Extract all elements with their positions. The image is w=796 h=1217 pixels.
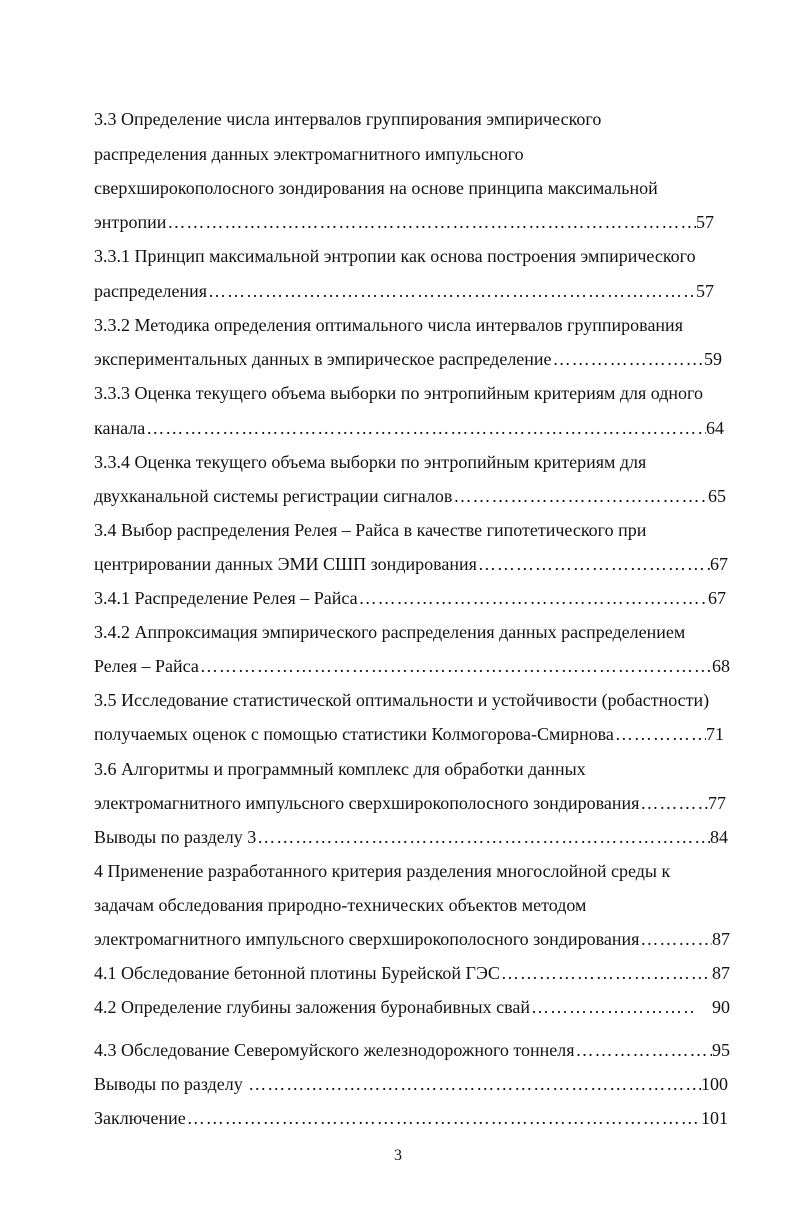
toc-page-number: 57 (696, 212, 714, 232)
toc-entry-text: 4.1 Обследование бетонной плотины Бурейской ГЭС (94, 963, 500, 983)
toc-entry-text: распределения (94, 281, 208, 301)
toc-entry-text: 4.2 Определение глубины заложения буронабивных свай (94, 997, 530, 1017)
toc-page-number: 101 (701, 1108, 728, 1128)
toc-entry-text: получаемых оценок с помощью статистики Колмогорова-Смирнова (94, 724, 614, 744)
toc-entry-4-3-page-line[interactable] (94, 1039, 730, 1061)
toc-page-number: 65 (708, 486, 726, 506)
dot-leader (145, 417, 706, 439)
toc-page-number: 57 (696, 281, 714, 301)
dot-leader (639, 928, 712, 950)
toc-entry-text: канала (94, 418, 146, 438)
toc-entry-3-3-4-page-line[interactable] (94, 485, 726, 507)
toc-page-number: 87 (712, 963, 730, 983)
dot-leader (500, 962, 712, 984)
toc-entry-3-6-page-line[interactable] (94, 792, 726, 814)
toc-entry-3-3-1-line-1: 3.3.1 Принцип максимальной энтропии как основа построения эмпирического (94, 246, 696, 266)
dot-leader (639, 792, 708, 814)
toc-entry-text: 4.3 Обследование Северомуйского железнодорожного тоннеля (94, 1040, 575, 1060)
dot-leader (199, 655, 712, 677)
toc-entry-4-line-2: задачам обследования природно-технических объектов методом (94, 895, 587, 915)
dot-leader (207, 280, 696, 302)
toc-entry-3-5-page-line[interactable] (94, 723, 724, 745)
toc-entry-3-4-page-line[interactable] (94, 553, 728, 575)
toc-page-number: 95 (712, 1040, 730, 1060)
toc-entry-3-6-line-1: 3.6 Алгоритмы и программный комплекс для обработки данных (94, 759, 586, 779)
toc-entry-3-3-line-1: 3.3 Определение числа интервалов группирования эмпирического (94, 109, 602, 129)
toc-entry-text: двухканальной системы регистрации сигналов (94, 486, 453, 506)
toc-entry-conclusions-page-line[interactable] (94, 1073, 728, 1095)
toc-entry-3-4-1-page-line[interactable] (94, 587, 726, 609)
toc-page-number: 87 (712, 929, 730, 949)
toc-page-number: 100 (701, 1074, 728, 1094)
toc-entry-4-line-1: 4 Применение разработанного критерия разделения многослойной среды к (94, 861, 671, 881)
toc-entry-3-4-2-line-1: 3.4.2 Аппроксимация эмпирического распределения данных распределением (94, 622, 686, 642)
dot-leader (256, 826, 710, 848)
dot-leader (358, 587, 708, 609)
toc-entry-conclusion-final-page-line[interactable] (94, 1107, 728, 1129)
toc-entry-conclusions-3-page-line[interactable] (94, 826, 728, 848)
toc-entry-text: электромагнитного импульсного сверхширокополосного зондирования (94, 793, 640, 813)
dot-leader (614, 723, 706, 745)
toc-entry-text: Заключение (94, 1108, 186, 1128)
toc-page-number: 67 (708, 588, 726, 608)
toc-entry-3-3-3-line-1: 3.3.3 Оценка текущего объема выборки по энтропийным критериям для одного (94, 383, 703, 403)
toc-page-number: 71 (706, 724, 724, 744)
dot-leader (477, 553, 710, 575)
dot-leader (452, 485, 708, 507)
toc-entry-3-5-line-1: 3.5 Исследование статистической оптимальности и устойчивости (робастности) (94, 690, 710, 710)
toc-entry-3-3-line-2: распределения данных электромагнитного импульсного (94, 144, 524, 164)
dot-leader (247, 1073, 701, 1095)
toc-entry-3-3-3-page-line[interactable] (94, 417, 724, 439)
page-number: 3 (394, 1147, 402, 1164)
toc-entry-text: энтропии (94, 212, 167, 232)
dot-leader (186, 1107, 701, 1129)
toc-entry-3-3-line-3: сверхширокополосного зондирования на основе принципа максимальной (94, 178, 658, 198)
toc-entry-3-3-2-page-line[interactable] (94, 348, 722, 370)
toc-entry-3-3-page-line[interactable] (94, 211, 714, 233)
toc-entry-text: центрировании данных ЭМИ СШП зондирования (94, 554, 477, 574)
toc-page-number: 84 (710, 827, 728, 847)
toc-entry-3-4-line-1: 3.4 Выбор распределения Релея – Райса в качестве гипотетического при (94, 520, 647, 540)
toc-page-number: 59 (704, 349, 722, 369)
toc-page-number: 68 (712, 656, 730, 676)
toc-entry-text: Релея – Райса (94, 656, 199, 676)
toc-entry-3-3-2-line-1: 3.3.2 Методика определения оптимального числа интервалов группирования (94, 315, 683, 335)
dot-leader (530, 996, 696, 1018)
toc-entry-4-page-line[interactable] (94, 928, 730, 950)
toc-page-number: 64 (706, 418, 724, 438)
toc-entry-4-1-page-line[interactable] (94, 962, 730, 984)
dot-leader (552, 348, 704, 370)
toc-entry-3-3-4-line-1: 3.3.4 Оценка текущего объема выборки по энтропийным критериям для (94, 452, 647, 472)
toc-entry-text: экспериментальных данных в эмпирическое распределение (94, 349, 552, 369)
toc-entry-3-4-2-page-line[interactable] (94, 655, 730, 677)
toc-page-number: 77 (708, 793, 726, 813)
toc-entry-3-3-1-page-line[interactable] (94, 280, 714, 302)
toc-entry-text: Выводы по разделу 3 (94, 827, 257, 847)
toc-entry-4-2-page-line[interactable] (94, 996, 730, 1018)
toc-page-number: 90 (712, 997, 730, 1017)
dot-leader (166, 211, 696, 233)
toc-entry-text: электромагнитного импульсного сверхширокополосного зондирования (94, 929, 640, 949)
toc-page-number: 67 (710, 554, 728, 574)
toc-entry-text: 3.4.1 Распределение Релея – Райса (94, 588, 358, 608)
dot-leader (575, 1039, 712, 1061)
toc-entry-text: Выводы по разделу (94, 1074, 248, 1094)
